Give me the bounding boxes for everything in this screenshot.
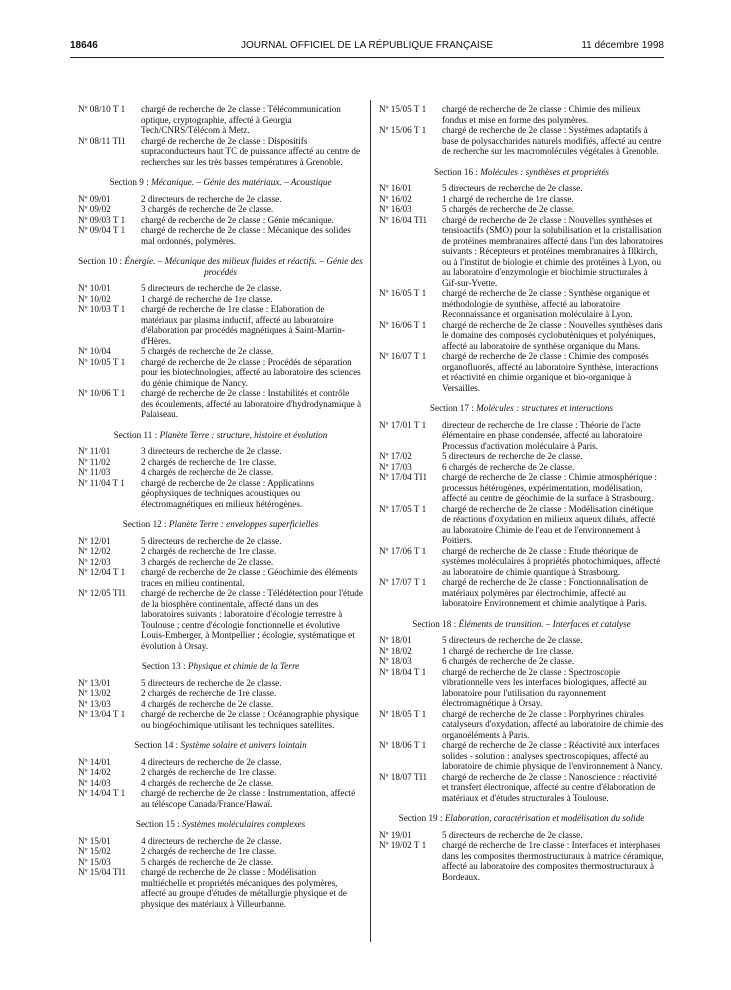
- section-heading: [379, 403, 664, 414]
- post-entry: [78, 709, 363, 730]
- post-number: Nº 13/03: [78, 698, 111, 709]
- section-number: Section 9 :: [109, 177, 149, 187]
- post-description: chargé de recherche de 2e classe : Fonctionnalisation de matériaux polymères par électrochimie, affecté au laboratoire Environnement et chimie analytique à Paris.: [442, 577, 648, 608]
- post-description: chargé de recherche de 2e classe : Modélisation cinétique de réactions d'oxydation en milieux aqueux dilués, affecté au laboratoire Chimie de l'eau et de l'environnement à Poitiers.: [442, 503, 656, 545]
- post-entry: [78, 678, 363, 689]
- post-number: Nº 19/01: [379, 829, 412, 840]
- post-entry: [78, 346, 363, 357]
- section-heading: [78, 177, 363, 188]
- section-heading: [78, 256, 363, 277]
- post-number: Nº 16/02: [379, 193, 412, 204]
- post-entry: [379, 740, 664, 772]
- post-description: chargé de recherche de 2e classe : Océanographie physique ou biogéochimique utilisant les techniques satellites.: [141, 709, 359, 730]
- post-number: Nº 16/05 T 1: [379, 288, 427, 298]
- left-column: [78, 104, 363, 909]
- post-description: chargé de recherche de 2e classe : Géochimie des éléments traces en milieu continental.: [141, 567, 358, 588]
- post-description: 5 directeurs de recherche de 2e classe.: [442, 183, 583, 193]
- post-number: Nº 17/05 T 1: [379, 503, 427, 514]
- post-entry: [78, 788, 363, 809]
- post-entry: [379, 125, 664, 157]
- post-entry: [78, 536, 363, 547]
- post-description: chargé de recherche de 2e classe : Spectroscopie vibrationnelle vers les interfaces biologiques, affecté au laboratoire pour l'utilisation du rayonnement électromagnétique à Orsay.: [442, 666, 647, 708]
- post-entry: [78, 588, 363, 651]
- section-number: Section 15 :: [135, 819, 180, 829]
- post-number: Nº 15/02: [78, 846, 111, 856]
- section-number: Section 13 :: [141, 661, 186, 671]
- post-entry: [379, 104, 664, 125]
- post-number: Nº 15/05 T 1: [379, 104, 427, 114]
- post-entry: [379, 667, 664, 709]
- post-number: Nº 13/02: [78, 688, 111, 698]
- section-title: Molécules : synthèses et propriétés: [480, 166, 609, 177]
- post-entry: [78, 457, 363, 468]
- post-number: Nº 17/01 T 1: [379, 419, 427, 430]
- section-heading: [78, 661, 363, 672]
- post-number: Nº 18/06 T 1: [379, 740, 427, 750]
- post-entry: [379, 420, 664, 452]
- post-number: Nº 09/01: [78, 193, 111, 204]
- post-description: 3 chargés de recherche de 2e classe.: [141, 204, 274, 214]
- post-entry: [379, 504, 664, 546]
- section-heading: [78, 430, 363, 441]
- post-number: Nº 12/04 T 1: [78, 567, 126, 577]
- post-entry: [379, 351, 664, 393]
- post-entry: [78, 478, 363, 510]
- section-number: Section 10 :: [78, 256, 123, 266]
- post-description: chargé de recherche de 2e classe : Porphyrines chirales catalyseurs d'oxydation, affecté au laboratoire de chimie des organoéléments à Paris.: [442, 708, 664, 740]
- post-description: 5 directeurs de recherche de 2e classe.: [141, 677, 282, 688]
- post-description: chargé de recherche de 2e classe : Génie mécanique.: [141, 214, 334, 225]
- post-entry: [379, 462, 664, 473]
- post-number: Nº 17/04 TI1: [379, 472, 428, 482]
- post-number: Nº 16/04 TI1: [379, 214, 428, 225]
- post-number: Nº 14/03: [78, 777, 111, 788]
- post-number: Nº 10/04: [78, 346, 111, 356]
- post-entry: [379, 288, 664, 320]
- post-number: Nº 17/07 T 1: [379, 577, 427, 587]
- header-rule: [70, 57, 664, 58]
- post-description: chargé de recherche de 2e classe : Modélisation multiéchelle et propriétés mécaniques des polymères, affecté au groupe d'études de métallurgie physique et de physique des matériaux à Villeurbanne.: [141, 867, 347, 909]
- post-description: 6 chargés de recherche de 2e classe.: [442, 656, 575, 666]
- post-entry: [379, 840, 664, 882]
- post-description: chargé de recherche de 2e classe : Chimie atmosphérique : processus hétérogènes, expérimentation, modélisation, affecté au centre de géochimie de la surface à Strasbourg.: [442, 472, 657, 503]
- post-number: Nº 15/04 TI1: [78, 867, 127, 877]
- section-title: Planète Terre : structure, histoire et évolution: [159, 429, 328, 440]
- post-entry: [78, 104, 363, 136]
- journal-title: JOURNAL OFFICIEL DE LA RÉPUBLIQUE FRANÇAISE: [240, 40, 494, 51]
- post-description: 5 directeurs de recherche de 2e classe.: [141, 283, 282, 293]
- section-number: Section 19 :: [398, 813, 443, 823]
- post-number: Nº 13/04 T 1: [78, 709, 126, 719]
- post-description: chargé de recherche de 2e classe : Nouvelles synthèses et tensioactifs (SMO) pour la solubilisation et la cristallisation de protéines membranaires affecté dans l'un des laboratoires suivants : Récepteurs et protéines membranaires à Illkirch, ou à l'institut de biologie et chimie des protéines à Lyon, ou au laboratoire d'enzymologie et biochimie structurales à Gif-sur-Yvette.: [442, 214, 664, 288]
- post-description: chargé de recherche de 2e classe : Etude théorique de systèmes moléculaires à propriétés photochimiques, affecté au laboratoire de chimie quantique à Strasbourg.: [442, 545, 661, 577]
- section-number: Section 16 :: [434, 166, 478, 177]
- post-description: chargé de recherche de 1re classe : Elaboration de matériaux par plasma inductif, affecté au laboratoire d'élaboration par procédés magnétiques à Saint-Martin-d'Hères.: [141, 304, 345, 346]
- post-number: Nº 17/06 T 1: [379, 545, 427, 556]
- post-description: 2 chargés de recherche de 1re classe.: [141, 546, 277, 556]
- post-number: Nº 18/02: [379, 645, 412, 656]
- post-entry: [379, 320, 664, 352]
- post-entry: [78, 699, 363, 710]
- section-title: Système solaire et univers lointain: [180, 740, 307, 750]
- post-entry: [379, 194, 664, 205]
- post-entry: [78, 294, 363, 305]
- post-number: Nº 11/04 T 1: [78, 477, 125, 488]
- section-number: Section 12 :: [122, 519, 167, 529]
- post-description: 5 directeurs de recherche de 2e classe.: [442, 829, 583, 840]
- post-entry: [78, 388, 363, 420]
- post-description: chargé de recherche de 2e classe : Mécanique des solides mal ordonnés, polymères.: [141, 225, 351, 246]
- post-number: Nº 12/02: [78, 546, 111, 556]
- post-description: chargé de recherche de 2e classe : Procédés de séparation pour les biotechnologies, affecté au laboratoire des sciences du génie chimique de Nancy.: [141, 356, 361, 388]
- post-entry: [379, 656, 664, 667]
- post-entry: [78, 767, 363, 778]
- post-number: Nº 10/01: [78, 283, 111, 293]
- post-description: 2 chargés de recherche de 1re classe.: [141, 688, 277, 698]
- post-number: Nº 18/05 T 1: [379, 708, 427, 719]
- post-number: Nº 18/04 T 1: [379, 666, 427, 677]
- post-entry: [78, 757, 363, 768]
- post-description: chargé de recherche de 2e classe : Applications géophysiques de techniques acoustiques ou électromagnétiques en milieux hétérogènes.: [141, 477, 315, 509]
- section-title: Systèmes moléculaires complexes: [182, 819, 306, 829]
- page-header: [70, 40, 664, 54]
- post-description: 1 chargé de recherche de 1re classe.: [141, 293, 273, 304]
- post-number: Nº 16/07 T 1: [379, 351, 427, 361]
- post-number: Nº 12/05 TI1: [78, 588, 127, 598]
- post-entry: [78, 778, 363, 789]
- post-description: chargé de recherche de 2e classe : Télécommunication optique, cryptographie, affecté à Georgia Tech/CNRS/Télécom à Metz.: [141, 104, 341, 135]
- post-entry: [78, 283, 363, 294]
- post-number: Nº 15/03: [78, 856, 111, 867]
- post-description: 2 chargés de recherche de 1re classe.: [141, 456, 277, 467]
- section-number: Section 18 :: [412, 618, 457, 629]
- post-entry: [78, 304, 363, 346]
- post-number: Nº 09/03 T 1: [78, 214, 126, 225]
- post-number: Nº 17/02: [379, 451, 412, 461]
- section-title: Mécanique. – Génie des matériaux. – Acoustique: [151, 177, 332, 187]
- post-entry: [379, 635, 664, 646]
- post-entry: [379, 204, 664, 215]
- post-entry: [78, 546, 363, 557]
- post-description: 2 directeurs de recherche de 2e classe.: [141, 193, 282, 204]
- right-column: [379, 104, 664, 882]
- post-entry: [78, 567, 363, 588]
- post-description: 3 chargés de recherche de 2e classe.: [141, 556, 274, 567]
- post-entry: [379, 215, 664, 289]
- section-number: Section 14 :: [134, 740, 179, 750]
- post-number: Nº 08/11 TI1: [78, 135, 126, 146]
- post-entry: [78, 846, 363, 857]
- post-entry: [78, 688, 363, 699]
- post-number: Nº 11/02: [78, 456, 111, 467]
- section-number: Section 11 :: [113, 429, 158, 440]
- post-description: 6 chargés de recherche de 2e classe.: [442, 461, 575, 472]
- section-title: Énergie. – Mécanique des milieux fluides et réactifs. – Génie des procédés: [124, 256, 363, 277]
- post-entry: [379, 830, 664, 841]
- section-heading: [379, 813, 664, 824]
- post-entry: [78, 225, 363, 246]
- post-description: 4 directeurs de recherche de 2e classe.: [141, 835, 282, 846]
- post-number: Nº 14/01: [78, 756, 111, 767]
- post-description: directeur de recherche de 1re classe : Théorie de l'acte élémentaire en phase condensée, affecté au laboratoire Processus d'activation moléculaire à Paris.: [442, 419, 643, 451]
- post-description: 5 directeurs de recherche de 2e classe.: [442, 451, 583, 461]
- section-title: Physique et chimie de la Terre: [187, 661, 300, 671]
- post-description: chargé de recherche de 2e classe : Télédétection pour l'étude de la biosphère continentale, affecté dans un des laboratoires suivants : laboratoire d'écologie terrestre à Toulouse ; centre d'écologie fonctionnelle et évolutive Louis-Emberger, à Montpellier ; écologie, systématique et évolution à Orsay.: [141, 588, 363, 651]
- post-entry: [78, 836, 363, 847]
- page-number: 18646: [70, 40, 98, 51]
- post-entry: [78, 136, 363, 168]
- post-entry: [379, 772, 664, 804]
- post-entry: [78, 357, 363, 389]
- post-number: Nº 18/01: [379, 635, 412, 645]
- section-title: Molécules : structures et interactions: [476, 403, 614, 413]
- post-description: chargé de recherche de 2e classe : Synthèse organique et méthodologie de synthèse, affecté au laboratoire Reconnaissance et organisation moléculaire à Lyon.: [442, 288, 650, 319]
- post-number: Nº 15/06 T 1: [379, 125, 427, 135]
- post-description: 5 directeurs de recherche de 2e classe.: [442, 635, 583, 645]
- section-number: Section 17 :: [429, 403, 474, 413]
- post-number: Nº 18/03: [379, 656, 412, 666]
- post-description: 1 chargé de recherche de 1re classe.: [442, 645, 574, 656]
- post-description: chargé de recherche de 2e classe : Nouvelles synthèses dans le domaine des composés cyclobutèniques et polyéniques, affecté au laboratoire de synthèse organique du Mans.: [442, 319, 663, 351]
- post-entry: [78, 467, 363, 478]
- post-description: chargé de recherche de 2e classe : Dispositifs supraconducteurs haut TC de puissance affecté au centre de recherches sur les très basses températures à Grenoble.: [141, 135, 361, 167]
- section-heading: [78, 519, 363, 530]
- post-number: Nº 16/06 T 1: [379, 319, 427, 330]
- post-entry: [379, 183, 664, 194]
- post-description: 4 chargés de recherche de 2e classe.: [141, 467, 274, 477]
- post-number: Nº 18/07 TI1: [379, 771, 428, 782]
- post-description: 1 chargé de recherche de 1re classe.: [442, 193, 574, 204]
- post-number: Nº 08/10 T 1: [78, 104, 126, 114]
- post-number: Nº 11/03: [78, 467, 111, 477]
- post-entry: [379, 709, 664, 741]
- post-description: 2 chargés de recherche de 1re classe.: [141, 767, 277, 777]
- post-description: 5 chargés de recherche de 2e classe.: [141, 856, 274, 867]
- post-description: chargé de recherche de 2e classe : Instabilités et contrôle des écoulements, affecté au laboratoire d'hydrodynamique à Palaiseau.: [141, 388, 362, 419]
- post-entry: [78, 446, 363, 457]
- post-number: Nº 12/01: [78, 535, 111, 546]
- post-number: Nº 16/03: [379, 204, 412, 214]
- post-description: chargé de recherche de 2e classe : Chimie des composés organofluorés, affecté au laboratoire Synthèse, interactions et réactivité en chimie organique et bio-organique à Versailles.: [442, 351, 659, 393]
- post-number: Nº 10/02: [78, 293, 111, 304]
- column-divider: [370, 100, 371, 942]
- post-number: Nº 15/01: [78, 835, 111, 846]
- section-title: Éléments de transition. – Interfaces et catalyse: [458, 618, 631, 629]
- post-number: Nº 09/04 T 1: [78, 225, 126, 235]
- post-description: 4 chargés de recherche de 2e classe.: [141, 698, 274, 709]
- post-description: 5 chargés de recherche de 2e classe.: [141, 346, 274, 356]
- section-heading: [78, 819, 363, 830]
- post-description: 5 directeurs de recherche de 2e classe.: [141, 535, 282, 546]
- post-description: chargé de recherche de 2e classe : Réactivité aux interfaces solides - solution : analyses spectroscopiques, affecté au laboratoire de chimie physique de l'environnement à Nancy.: [442, 740, 663, 771]
- post-description: 4 chargés de recherche de 2e classe.: [141, 777, 274, 788]
- post-description: chargé de recherche de 2e classe : Instrumentation, affecté au téléscope Canada/France/Hawaï.: [141, 788, 356, 809]
- post-entry: [78, 857, 363, 868]
- post-description: 5 chargés de recherche de 2e classe.: [442, 204, 575, 214]
- section-heading: [78, 740, 363, 751]
- post-number: Nº 12/03: [78, 556, 111, 567]
- post-description: 4 directeurs de recherche de 2e classe.: [141, 756, 282, 767]
- section-heading: [379, 619, 664, 630]
- post-number: Nº 16/01: [379, 183, 412, 193]
- post-description: chargé de recherche de 2e classe : Chimie des milieux fondus et mise en forme des polymères.: [442, 104, 641, 125]
- section-heading: [379, 167, 664, 178]
- post-entry: [78, 215, 363, 226]
- post-entry: [379, 472, 664, 504]
- post-number: Nº 17/03: [379, 461, 412, 472]
- post-number: Nº 10/03 T 1: [78, 304, 126, 314]
- post-entry: [78, 867, 363, 909]
- post-entry: [379, 646, 664, 657]
- post-number: Nº 11/01: [78, 446, 111, 456]
- post-entry: [78, 204, 363, 215]
- post-number: Nº 10/05 T 1: [78, 356, 126, 367]
- issue-date: 11 décembre 1998: [581, 40, 664, 51]
- post-number: Nº 14/02: [78, 767, 111, 777]
- post-description: chargé de recherche de 1re classe : Interfaces et interphases dans les composites thermostructuraux à matrice céramique, affecté au laboratoire des composites thermostructuraux à Bordeaux.: [442, 840, 664, 882]
- post-number: Nº 09/02: [78, 204, 111, 214]
- post-entry: [78, 194, 363, 205]
- post-description: 2 chargés de recherche de 1re classe.: [141, 846, 277, 856]
- post-description: 3 directeurs de recherche de 2e classe.: [141, 446, 282, 456]
- post-number: Nº 19/02 T 1: [379, 840, 427, 850]
- section-title: Planète Terre : enveloppes superficielles: [168, 519, 319, 529]
- section-title: Elaboration, caractérisation et modélisation du solide: [444, 813, 645, 823]
- post-number: Nº 10/06 T 1: [78, 388, 126, 398]
- post-description: chargé de recherche de 2e classe : Systèmes adaptatifs à base de polysaccharides naturels modifiés, affecté au centre de recherche sur les macromolécules végétales à Grenoble.: [442, 125, 662, 156]
- post-entry: [379, 577, 664, 609]
- post-entry: [379, 546, 664, 578]
- post-number: Nº 14/04 T 1: [78, 788, 126, 798]
- post-entry: [78, 557, 363, 568]
- post-number: Nº 13/01: [78, 677, 111, 688]
- post-entry: [379, 451, 664, 462]
- post-description: chargé de recherche de 2e classe : Nanoscience : réactivité et transfert électronique, affecté au centre d'élaboration de matériaux et d'études structurales à Toulouse.: [442, 771, 657, 803]
